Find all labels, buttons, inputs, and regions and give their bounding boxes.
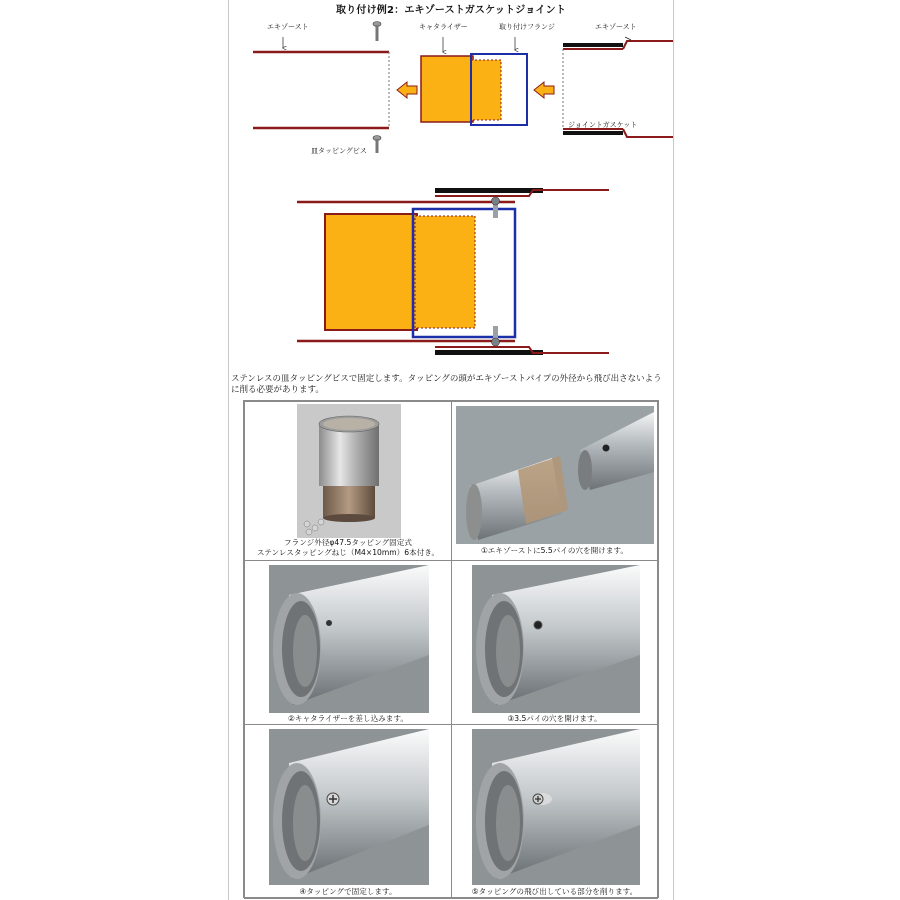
caption-step1: ①エキゾーストに5.5パイの穴を開けます。: [481, 546, 628, 555]
assembled-catalyzer-inner: [415, 216, 475, 328]
page-title: 取り付け例2：エキゾーストガスケットジョイント: [335, 5, 567, 16]
step3-photo: [472, 565, 640, 713]
photo-cell-step2: [244, 560, 452, 725]
caption-step5: ⑤タッピングの飛び出している部分を削ります。: [471, 887, 638, 896]
insert-arrow-right: [534, 82, 554, 98]
exploded-diagram: [229, 10, 673, 180]
label-exhaust-left: エキゾースト: [267, 23, 309, 31]
photo-cell-step5: [451, 724, 658, 899]
assembled-catalyzer: [325, 214, 417, 330]
inserted-catalyzer-image: [269, 565, 429, 713]
step4-photo: [269, 729, 429, 885]
step1-photo: [456, 406, 654, 544]
label-screw: 皿タッピングビス: [311, 147, 367, 155]
caption-step3: ③3.5パイの穴を開けます。: [507, 714, 602, 723]
assembled-diagram: [229, 180, 673, 370]
step2-photo: [269, 565, 429, 713]
exhaust-pipe-right-top-step: [623, 41, 673, 49]
product-photo: [297, 404, 401, 538]
caption-product-line1: フランジ外径φ47.5タッピング固定式: [284, 538, 412, 547]
photo-cell-step1: [451, 401, 658, 561]
catalyzer-inner: [471, 60, 501, 120]
step5-photo: [472, 729, 640, 885]
catalyzer: [421, 56, 473, 122]
caption-product-line2: ステンレスタッピングねじ（M4×10mm）6本付き。: [256, 548, 440, 557]
drilled-catalyzer-image: [472, 565, 640, 713]
page: [228, 0, 674, 900]
label-joint-gasket: ジョイントガスケット: [568, 121, 638, 129]
photo-cell-step4: [244, 724, 452, 899]
assembled-screw-top: [492, 197, 500, 218]
label-flange: 取り付けフランジ: [499, 23, 555, 31]
description-text: ステンレスの皿タッピングビスで固定します。タッピングの頭がエキゾーストパイプの外径から飛び出さないように削る必要があります。: [231, 374, 662, 395]
assembled-gasket-bottom: [435, 350, 543, 355]
label-catalyzer: キャタライザー: [419, 23, 468, 31]
photo-cell-product: [244, 401, 452, 561]
label-exhaust-right: エキゾースト: [595, 23, 637, 31]
exhaust-pipe-right-bottom-step: [623, 129, 673, 137]
leader-exhaust-right: [625, 37, 631, 40]
assembled-gasket-top: [435, 188, 543, 193]
screw-bottom: [373, 136, 381, 154]
caption-step2: ②キャタライザーを差し込みます。: [288, 714, 408, 723]
screw-top: [373, 22, 381, 42]
catalyzer-product-image: [297, 404, 401, 538]
photo-grid: [243, 400, 659, 898]
insert-arrow-left: [397, 82, 417, 98]
drilled-exhaust-image: [456, 406, 654, 544]
ground-screw-image: [472, 729, 640, 885]
caption-step4: ④タッピングで固定します。: [299, 887, 397, 896]
screwed-catalyzer-image: [269, 729, 429, 885]
photo-cell-step3: [451, 560, 658, 725]
